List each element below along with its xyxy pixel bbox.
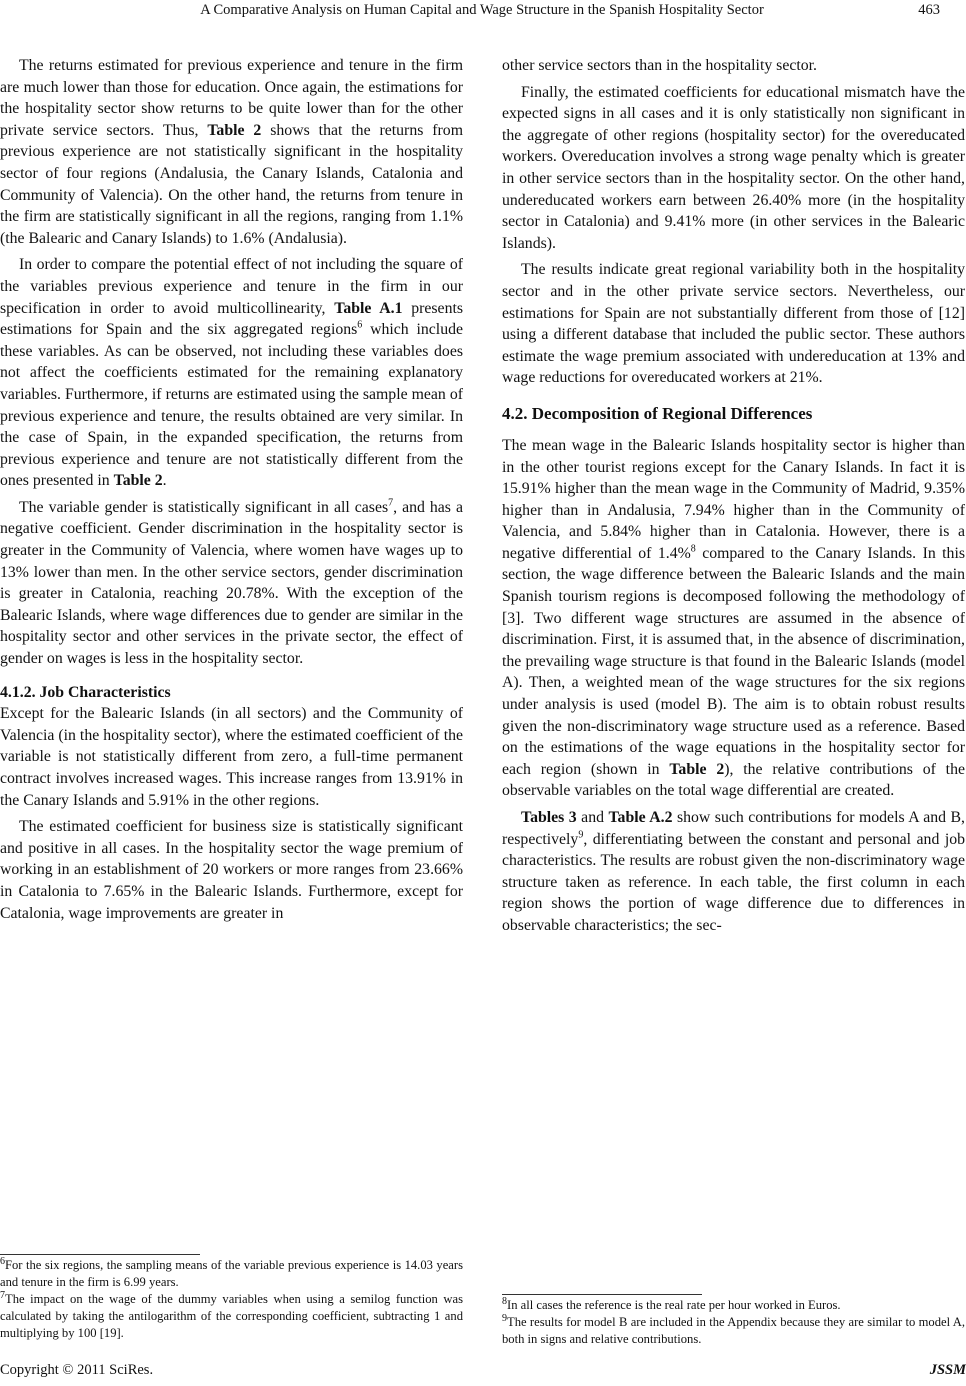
footnote-marker: 8 xyxy=(690,543,696,555)
journal-name: JSSM xyxy=(929,1362,966,1378)
paragraph: other service sectors than in the hospitality sector. xyxy=(502,57,817,74)
paragraph: Tables 3 and Table A.2 show such contributions for models A and B, respectively$^9$, differentiating between the constant and personal and job characteristics. The results are robust given the non-discriminatory wage structure taken as reference. In each table, the first column in each region shows the portion of wage difference due to differences in observable characteristics; the sec- xyxy=(502,809,965,934)
footnote: $^6$For the six regions, the sampling means of the variable previous experience is 14.03 years and tenure in the firm is 6.99 years. xyxy=(0,1255,463,1289)
page-number: 463 xyxy=(918,2,940,18)
footnote: $^8$In all cases the reference is the real rate per hour worked in Euros. xyxy=(502,1295,841,1312)
left-column xyxy=(0,55,463,929)
footnote-marker: 9 xyxy=(578,829,584,841)
footnote-marker: 7 xyxy=(388,497,394,509)
footnote: $^9$The results for model B are included in the Appendix because they are similar to model A, both in signs and relative contributions. xyxy=(502,1312,965,1346)
paragraph: The estimated coefficient for business size is statistically significant and positive in all cases. In the hospitality sector the wage premium of working in an establishment of 20 workers or more ranges from 23.66% in Catalonia to 7.65% in the Balearic Islands. Furthermore, except for Catalonia, wage improvements are greater in xyxy=(0,818,463,922)
subsection-heading: 4.1.2. Job Characteristics xyxy=(0,683,171,701)
paragraph: Except for the Balearic Islands (in all sectors) and the Community of Valencia (in the hospitality sector), where the estimated coefficient of the variable is not statistically different from zero, a full-time permanent contract involves increased wages. This increase ranges from 13.91% in the Canary Islands and 5.91% in the other regions. xyxy=(0,705,463,809)
table-reference: Tables 3 xyxy=(521,809,577,826)
footnote: $^7$The impact on the wage of the dummy variables when using a semilog function was calculated by taking the antilogarithm of the corresponding coefficient, subtracting 1 and multiplying by 100 [19]. xyxy=(0,1289,463,1340)
paragraph: The returns estimated for previous experience and tenure in the firm are much lower than those for education. Once again, the estimations for the hospitality sector show returns to be quite lower than for the other private service sectors. Thus, Table 2 shows that the returns from previous experience are not statistically significant in the hospitality sector of four regions (Andalusia, the Canary Islands, Catalonia and Community of Valencia). On the other hand, the returns from tenure in the firm are statistically significant in all the regions, ranging from 1.1% (the Balearic and Canary Islands) to 1.6% (Andalusia). xyxy=(0,57,463,247)
footnote-divider xyxy=(502,1294,702,1295)
paragraph: The mean wage in the Balearic Islands hospitality sector is higher than in the other tourist regions except for the Canary Islands. In fact it is 15.91% higher than the mean wage in the Community of Madrid, 9.35% higher than in Andalusia, 7.94% higher than in the Community of Valencia, and 5.84% higher than in Catalonia. However, there is a negative differential of 1.4%$^8$ compared to the Canary Islands. In this section, the wage difference between the Balearic Islands and the main Spanish tourism regions is decomposed following the methodology of [3]. Two different wage structures are assumed in the absence of discrimination. First, it is assumed that, in the absence of discrimination, the prevailing wage structure is that found in the Balearic Islands (model A). Then, a weighted mean of the wage structures for the six regions under analysis is used (model B). The aim is to obtain robust results given the non-discriminatory wage structure used as a reference. Based on the estimations of the wage equations in the hospitality sector for each region (shown in Table 2), the relative contributions of the observable variables on the total wage differential are created. xyxy=(502,436,965,800)
left-footnotes xyxy=(0,1257,463,1342)
running-header xyxy=(24,2,940,24)
table-reference: Table 2 xyxy=(113,472,163,490)
table-reference: Table A.2 xyxy=(608,809,673,826)
right-column xyxy=(502,55,965,942)
paragraph: In order to compare the potential effect of not including the square of the variables previous experience and tenure in the firm in our specification in order to avoid multicollinearity, Table A.1 presents estimations for Spain and the six aggregated regions$^6$ which include these variables. As can be observed, not including these variables does not affect the coefficients estimated for the remaining explanatory variables. Furthermore, if returns are estimated using the sample mean of previous experience and tenure, the results obtained are very similar. In the case of Spain, in the expanded specification, the returns from previous experience and tenure are not statistically different from the ones presented in Table 2. xyxy=(0,256,463,490)
table-reference: Table A.1 xyxy=(334,299,403,317)
copyright-notice: Copyright © 2011 SciRes. xyxy=(0,1362,154,1378)
paragraph: The results indicate great regional variability both in the hospitality sector and in the other private service sectors. Nevertheless, our estimations for Spain are not substantially different from those of [12] using a different database that included the public sector. These authors estimate the wage premium associated with undereducation at 13% and wage reductions for overeducated workers at 21%. xyxy=(502,261,965,387)
section-heading: 4.2. Decomposition of Regional Differences xyxy=(502,403,813,423)
paragraph: The variable gender is statistically significant in all cases$^7$, and has a negative coefficient. Gender discrimination in the hospitality sector is greater in the Community of Valencia, where women have wages up to 13% lower than men. In the other service sectors, gender discrimination is greater in Catalonia, reaching 20.78%. With the exception of the Balearic Islands, where wage differences due to gender are similar in the hospitality sector and other services in the private sector, the effect of gender on wages is less in the hospitality sector. xyxy=(0,497,463,668)
footnote-marker: 6 xyxy=(357,319,363,331)
table-reference: Table 2 xyxy=(207,121,262,139)
footnote-divider xyxy=(0,1254,200,1255)
table-reference: Table 2 xyxy=(669,760,725,778)
running-title: A Comparative Analysis on Human Capital and Wage Structure in the Spanish Hospitality Sector xyxy=(200,2,764,18)
right-footnotes xyxy=(502,1297,965,1348)
paragraph: Finally, the estimated coefficients for educational mismatch have the expected signs in all cases and it is only statistically non significant in the aggregate of other regions (hospitality sector) for the overeducated workers. Overeducation involves a strong wage penalty which is greater in other service sectors than in the hospitality sector. On the other hand, undereducated workers earn between 26.40% more (in the hospitality sector in Catalonia) and 9.41% more (in other services in the Balearic Islands). xyxy=(502,83,965,252)
